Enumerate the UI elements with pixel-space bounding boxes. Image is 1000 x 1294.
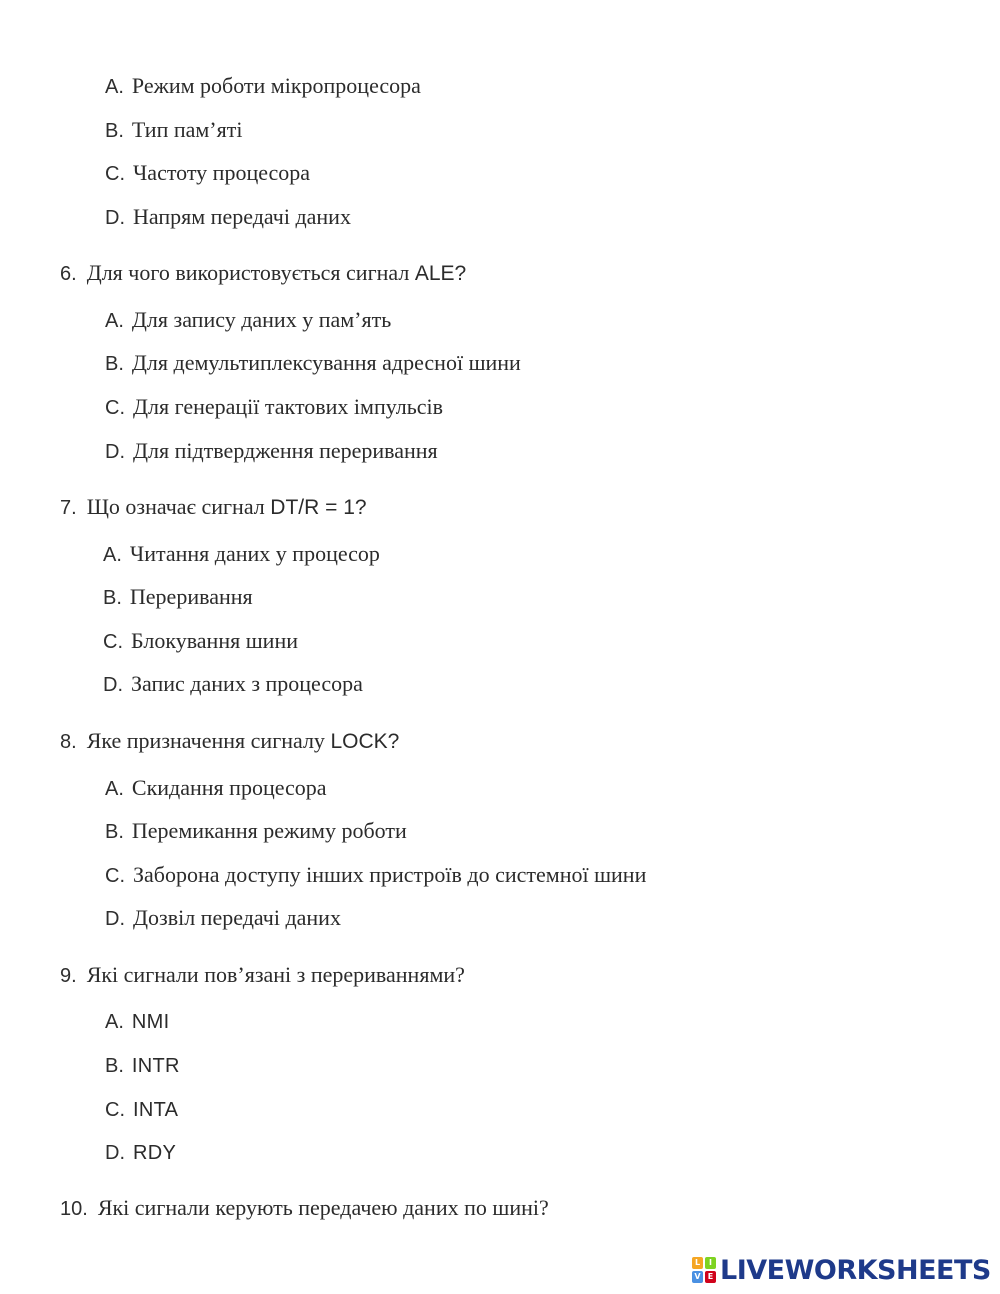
option-label: A. — [105, 310, 124, 332]
option-label: B. — [105, 1055, 124, 1077]
option-label: D. — [105, 207, 125, 229]
question-text: Які сигнали пов’язані з перериваннями? — [86, 962, 465, 987]
q7-option-c[interactable] — [103, 627, 298, 656]
q6-option-c[interactable] — [105, 393, 443, 422]
signal-name: ALE? — [414, 262, 467, 285]
question-number: 10. — [60, 1198, 88, 1220]
q8-option-d[interactable] — [105, 904, 341, 933]
question-number: 7. — [60, 497, 77, 519]
q9-option-c[interactable] — [105, 1095, 178, 1124]
option-label: A. — [103, 544, 122, 566]
option-label: C. — [105, 397, 125, 419]
q6-option-b[interactable] — [105, 349, 521, 378]
option-text: Перемикання режиму роботи — [131, 818, 407, 843]
option-text: Для демультиплексування адресної шини — [131, 350, 521, 375]
option-text: RDY — [133, 1142, 177, 1164]
signal-name: LOCK? — [330, 730, 400, 753]
question-number: 9. — [60, 965, 77, 987]
option-text: Режим роботи мікропроцесора — [131, 73, 421, 98]
option-text: Дозвіл передачі даних — [133, 905, 341, 930]
q8-option-a[interactable] — [105, 774, 327, 803]
q9-option-d[interactable] — [105, 1138, 176, 1167]
option-text: Скидання процесора — [131, 775, 327, 800]
signal-name: DT/R = 1? — [270, 496, 367, 519]
option-text: INTA — [133, 1099, 179, 1121]
option-label: B. — [103, 587, 122, 609]
option-text: INTR — [131, 1055, 180, 1077]
question-10 — [60, 1194, 549, 1223]
logo-mark-icon — [692, 1257, 716, 1283]
option-label: C. — [105, 865, 125, 887]
option-text: Для генерації тактових імпульсів — [133, 394, 444, 419]
q7-option-b[interactable] — [103, 583, 253, 612]
q8-option-b[interactable] — [105, 817, 407, 846]
option-label: B. — [105, 821, 124, 843]
option-label: A. — [105, 1011, 124, 1033]
q5-option-a[interactable] — [105, 72, 421, 101]
question-9 — [60, 961, 465, 990]
logo-mark-tile: V — [692, 1271, 703, 1283]
logo-mark-tile: I — [705, 1257, 716, 1269]
logo-mark-tile: L — [692, 1257, 703, 1269]
question-8 — [60, 727, 399, 756]
question-number: 8. — [60, 731, 77, 753]
option-label: D. — [103, 674, 123, 696]
q5-option-d[interactable] — [105, 203, 351, 232]
option-text: Запис даних з процесора — [131, 671, 363, 696]
option-label: D. — [105, 908, 125, 930]
q9-option-b[interactable] — [105, 1051, 180, 1080]
question-number: 6. — [60, 263, 77, 285]
q7-option-d[interactable] — [103, 670, 363, 699]
question-text: Що означає сигнал — [86, 494, 265, 519]
question-text: Яке призначення сигналу — [86, 728, 325, 753]
q6-option-d[interactable] — [105, 437, 438, 466]
liveworksheets-logo[interactable] — [692, 1253, 991, 1287]
option-text: NMI — [131, 1011, 170, 1033]
option-text: Заборона доступу інших пристроїв до системної шини — [133, 862, 647, 887]
option-text: Переривання — [129, 584, 253, 609]
option-label: C. — [105, 1099, 125, 1121]
option-text: Тип пам’яті — [131, 117, 243, 142]
option-text: Для запису даних у пам’ять — [131, 307, 392, 332]
option-label: D. — [105, 441, 125, 463]
question-7 — [60, 493, 367, 522]
q8-option-c[interactable] — [105, 861, 646, 890]
logo-mark-tile: E — [705, 1271, 716, 1283]
question-text: Для чого використовується сигнал — [86, 260, 410, 285]
q7-option-a[interactable] — [103, 540, 380, 569]
option-text: Напрям передачі даних — [133, 204, 351, 229]
option-label: B. — [105, 353, 124, 375]
option-label: A. — [105, 778, 124, 800]
question-text: Які сигнали керують передачею даних по шині? — [97, 1195, 549, 1220]
option-text: Блокування шини — [131, 628, 298, 653]
q6-option-a[interactable] — [105, 306, 391, 335]
option-text: Читання даних у процесор — [129, 541, 380, 566]
option-label: D. — [105, 1142, 125, 1164]
option-label: A. — [105, 76, 124, 98]
option-text: Частоту процесора — [133, 160, 311, 185]
option-text: Для підтвердження переривання — [133, 438, 438, 463]
q5-option-b[interactable] — [105, 116, 242, 145]
option-label: B. — [105, 120, 124, 142]
q5-option-c[interactable] — [105, 159, 310, 188]
option-label: C. — [105, 163, 125, 185]
question-6 — [60, 259, 466, 288]
q9-option-a[interactable] — [105, 1007, 169, 1036]
logo-text: LIVEWORKSHEETS — [720, 1254, 991, 1286]
option-label: C. — [103, 631, 123, 653]
